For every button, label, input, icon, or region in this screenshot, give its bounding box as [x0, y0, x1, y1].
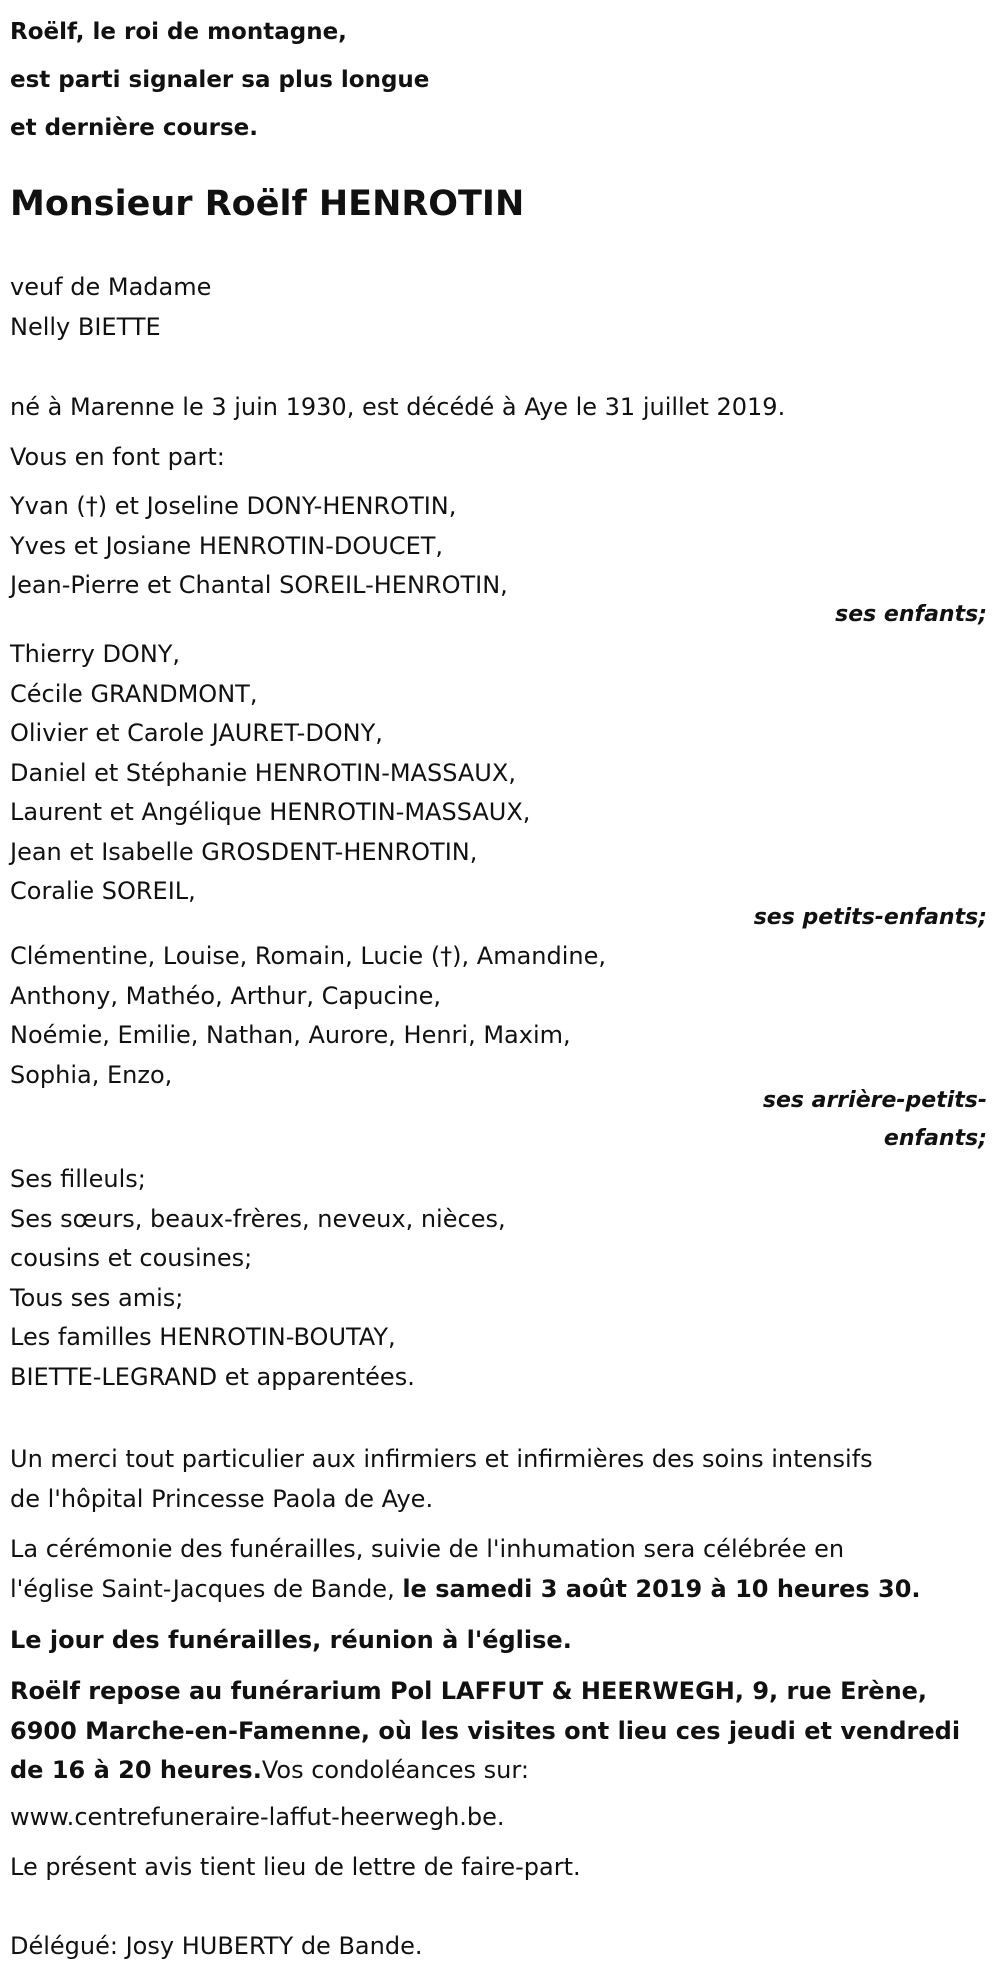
deceased-name-title: Monsieur Roëlf HENROTIN — [10, 184, 525, 224]
grandchildren-list — [10, 635, 530, 912]
ceremony-paragraph — [10, 1530, 921, 1609]
children-list — [10, 487, 508, 606]
ceremony-line: La cérémonie des funérailles, suivie de l'inhumation sera célébrée en — [10, 1535, 845, 1563]
grandchildren-label: ses petits-enfants; — [753, 905, 987, 930]
list-item: Clémentine, Louise, Romain, Lucie (†), Amandine, — [10, 942, 607, 970]
list-item: Thierry DONY, — [10, 640, 181, 668]
list-item: Jean-Pierre et Chantal SOREIL-HENROTIN, — [10, 571, 508, 599]
list-item: Daniel et Stéphanie HENROTIN-MASSAUX, — [10, 758, 516, 787]
list-item: Ses filleuls; — [10, 1165, 146, 1193]
list-item: Noémie, Emilie, Nathan, Aurore, Henri, Maxim, — [10, 1021, 571, 1049]
funerarium-line — [10, 1751, 960, 1791]
list-item: Tous ses amis; — [10, 1283, 184, 1312]
funerarium-line: 6900 Marche-en-Famenne, où les visites ont lieu ces jeudi et vendredi — [10, 1716, 961, 1745]
list-item: Coralie SOREIL, — [10, 877, 196, 905]
list-item: cousins et cousines; — [10, 1244, 253, 1272]
ceremony-line — [10, 1570, 921, 1610]
list-item: Ses sœurs, beaux-frères, neveux, nièces, — [10, 1204, 506, 1233]
children-label: ses enfants; — [835, 602, 987, 627]
spouse-name: Nelly BIETTE — [10, 312, 161, 341]
birth-death-line: né à Marenne le 3 juin 1930, est décédé à Aye le 31 juillet 2019. — [10, 393, 786, 421]
condolences-label: Vos condoléances sur: — [261, 1756, 529, 1784]
gathering-line: Le jour des funérailles, réunion à l'église. — [10, 1626, 572, 1654]
list-item: Anthony, Mathéo, Arthur, Capucine, — [10, 981, 441, 1010]
website-line: www.centrefuneraire-laffut-heerwegh.be. — [10, 1803, 505, 1831]
list-item: Yvan (†) et Joseline DONY-HENROTIN, — [10, 492, 457, 520]
intro-verse — [10, 8, 429, 152]
notice-line: Le présent avis tient lieu de lettre de faire-part. — [10, 1853, 581, 1881]
funerarium-line: Roëlf repose au funérarium Pol LAFFUT & HEERWEGH, 9, rue Erène, — [10, 1677, 928, 1705]
intro-line: Roëlf, le roi de montagne, — [10, 19, 347, 45]
great-grandchildren-label — [763, 1082, 987, 1158]
list-item: Laurent et Angélique HENROTIN-MASSAUX, — [10, 798, 531, 826]
ceremony-datetime: le samedi 3 août 2019 à 10 heures 30. — [402, 1574, 921, 1603]
list-item: Jean et Isabelle GROSDENT-HENROTIN, — [10, 837, 478, 866]
list-item: Les familles HENROTIN-BOUTAY, — [10, 1323, 396, 1351]
visiting-hours: de 16 à 20 heures. — [10, 1756, 262, 1784]
label-line: enfants; — [883, 1126, 987, 1151]
list-item: Yves et Josiane HENROTIN-DOUCET, — [10, 531, 444, 560]
intro-line: est parti signaler sa plus longue — [10, 67, 430, 93]
announcement-line: Vous en font part: — [10, 443, 225, 471]
thanks-line: Un merci tout particulier aux infirmiers et infirmières des soins intensifs — [10, 1445, 873, 1473]
list-item: Cécile GRANDMONT, — [10, 679, 258, 708]
list-item: Sophia, Enzo, — [10, 1060, 173, 1089]
funerarium-paragraph — [10, 1672, 960, 1791]
list-item: BIETTE-LEGRAND et apparentées. — [10, 1362, 415, 1391]
label-line: ses arrière-petits- — [762, 1088, 987, 1113]
delegate-line: Délégué: Josy HUBERTY de Bande. — [10, 1932, 423, 1960]
spouse-info — [10, 268, 211, 347]
intro-line: et dernière course. — [10, 115, 258, 141]
great-grandchildren-list — [10, 937, 606, 1095]
thanks-line: de l'hôpital Princesse Paola de Aye. — [10, 1484, 434, 1513]
other-mourners — [10, 1160, 506, 1397]
ceremony-place: l'église Saint-Jacques de Bande, — [10, 1574, 403, 1603]
list-item: Olivier et Carole JAURET-DONY, — [10, 719, 383, 747]
spouse-line: veuf de Madame — [10, 273, 212, 301]
thanks-paragraph — [10, 1440, 873, 1519]
